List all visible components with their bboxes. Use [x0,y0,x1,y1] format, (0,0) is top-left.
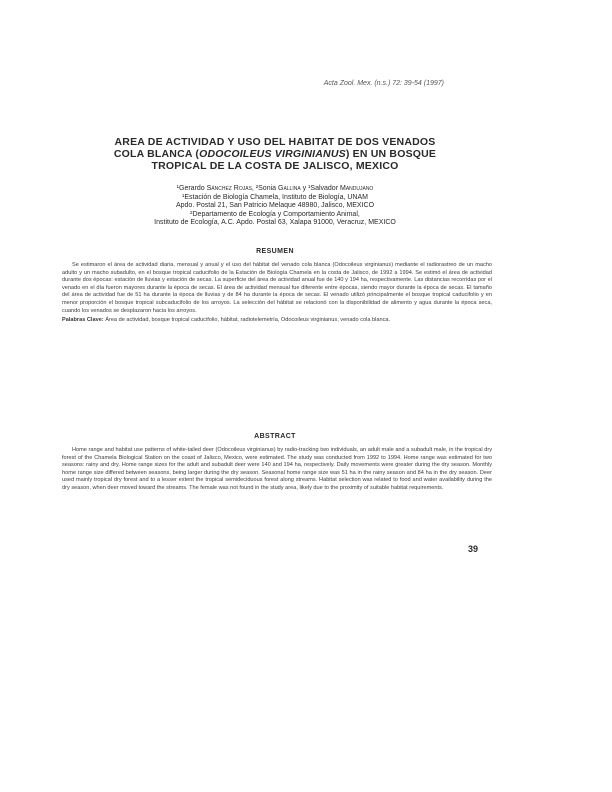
author-names [60,185,490,194]
author-last-name: Sánchez Rojas [206,185,252,192]
affiliation-line: Apdo. Postal 21, San Patricio Melaque 48980, Jalisco, MEXICO [175,202,375,209]
affiliation-line: ¹Estación de Biología Chamela, Instituto de Biología, UNAM [182,193,368,201]
resumen-paragraph: Se estimaron el área de actividad diaria, mensual y anual y el uso del hábitat del venado cola blanca (Odocoileus virginianus) mediante el radiorastreo de un macho adulto y un macho subadulto, en el bosque tropical caducifolio de la Estación de Biología Chamela en la costa de Jalisco, de 1992 a 1994. Se estimó el área de actividad durante dos épocas: estación de lluvias y estación de secas. La superficie del área de actividad anual fue de 140 y 194 ha, respectivamente. Las distancias recorridas por el venado en el día fueron mayores durante la época de secas. El área de actividad mensual fue diferente entre épocas, siendo mayor durante la época de secas. El tamaño del área de actividad fue de 51 ha durante la época de lluvias y de 84 ha durante la época de secas. El venado utilizó principalmente el bosque tropical caducifolio y en menor proporción el bosque tropical subcaducifolio de los arroyos. La selección del hábitat se relacionó con la disponibilidad de alimento y agua durante la época seca, cuando los venados se desplazaron hacia los arroyos. [62,262,492,314]
species-name: ODOCOILEUS VIRGINIANUS [199,148,346,160]
title-text: ) EN UN BOSQUE [345,148,437,160]
keywords-text: Área de actividad, bosque tropical caducifolio, hábitat, radiotelemetría, Odocoileus virginianus, venado cola blanca. [103,317,391,324]
keywords-label: Palabras Clave: [62,317,104,324]
abstract-heading: ABSTRACT [254,433,296,440]
journal-citation: Acta Zool. Mex. (n.s.) 72: 39-54 (1997) [323,80,444,87]
resumen-body [62,262,492,327]
affiliation-line: Instituto de Ecología, A.C. Apdo. Postal 63, Xalapa 91000, Veracruz, MEXICO [154,219,396,226]
abstract-paragraph: Home range and habitat use patterns of white-tailed deer (Odocoileus virginianus) by radio-tracking two individuals, an adult male and a subadult male, in the tropical dry forest of the Chamela Biological Station on the coast of Jalisco, Mexico, were estimated. The study was conducted from 1992 to 1994. Home range was estimated for two seasons: rainy and dry. Home range sizes for the adult and subadult deer were 140 and 194 ha, respectively. Daily movements were greater during the dry season. Monthly home range size differed between seasons, being larger during the dry season. Seasonal home range size was 51 ha in the rainy season and 84 ha in the dry season. Deer used mainly tropical dry forest and to a lesser extent the tropical semideciduous forest along streams. Habitat selection was related to food and water availability during the dry season, when deer moved toward the streams. The female was not found in the study area, likely due to the proximity of suitable habitat requirements. [62,447,492,491]
paper-title [60,136,490,172]
author-first-name: y ¹Salvador [300,185,340,192]
keywords [62,317,492,325]
page-number: 39 [468,544,479,554]
title-line-2 [60,148,490,160]
authors-block [60,185,490,228]
affiliation-line: ²Departamento de Ecología y Comportamiento Animal, [190,210,360,218]
author-first-name: Gerardo [179,185,207,192]
affiliation-mark: ¹ [176,185,179,192]
abstract-body [62,447,492,495]
title-line-3: TROPICAL DE LA COSTA DE JALISCO, MEXICO [151,160,399,172]
title-line-1: AREA DE ACTIVIDAD Y USO DEL HABITAT DE DOS VENADOS [114,136,436,148]
author-last-name: Mandujano [339,185,374,192]
author-first-name: , ²Sonia [251,185,278,192]
author-last-name: Gallina [278,185,301,192]
resumen-heading: RESUMEN [256,248,294,255]
title-text: COLA BLANCA ( [113,148,200,160]
